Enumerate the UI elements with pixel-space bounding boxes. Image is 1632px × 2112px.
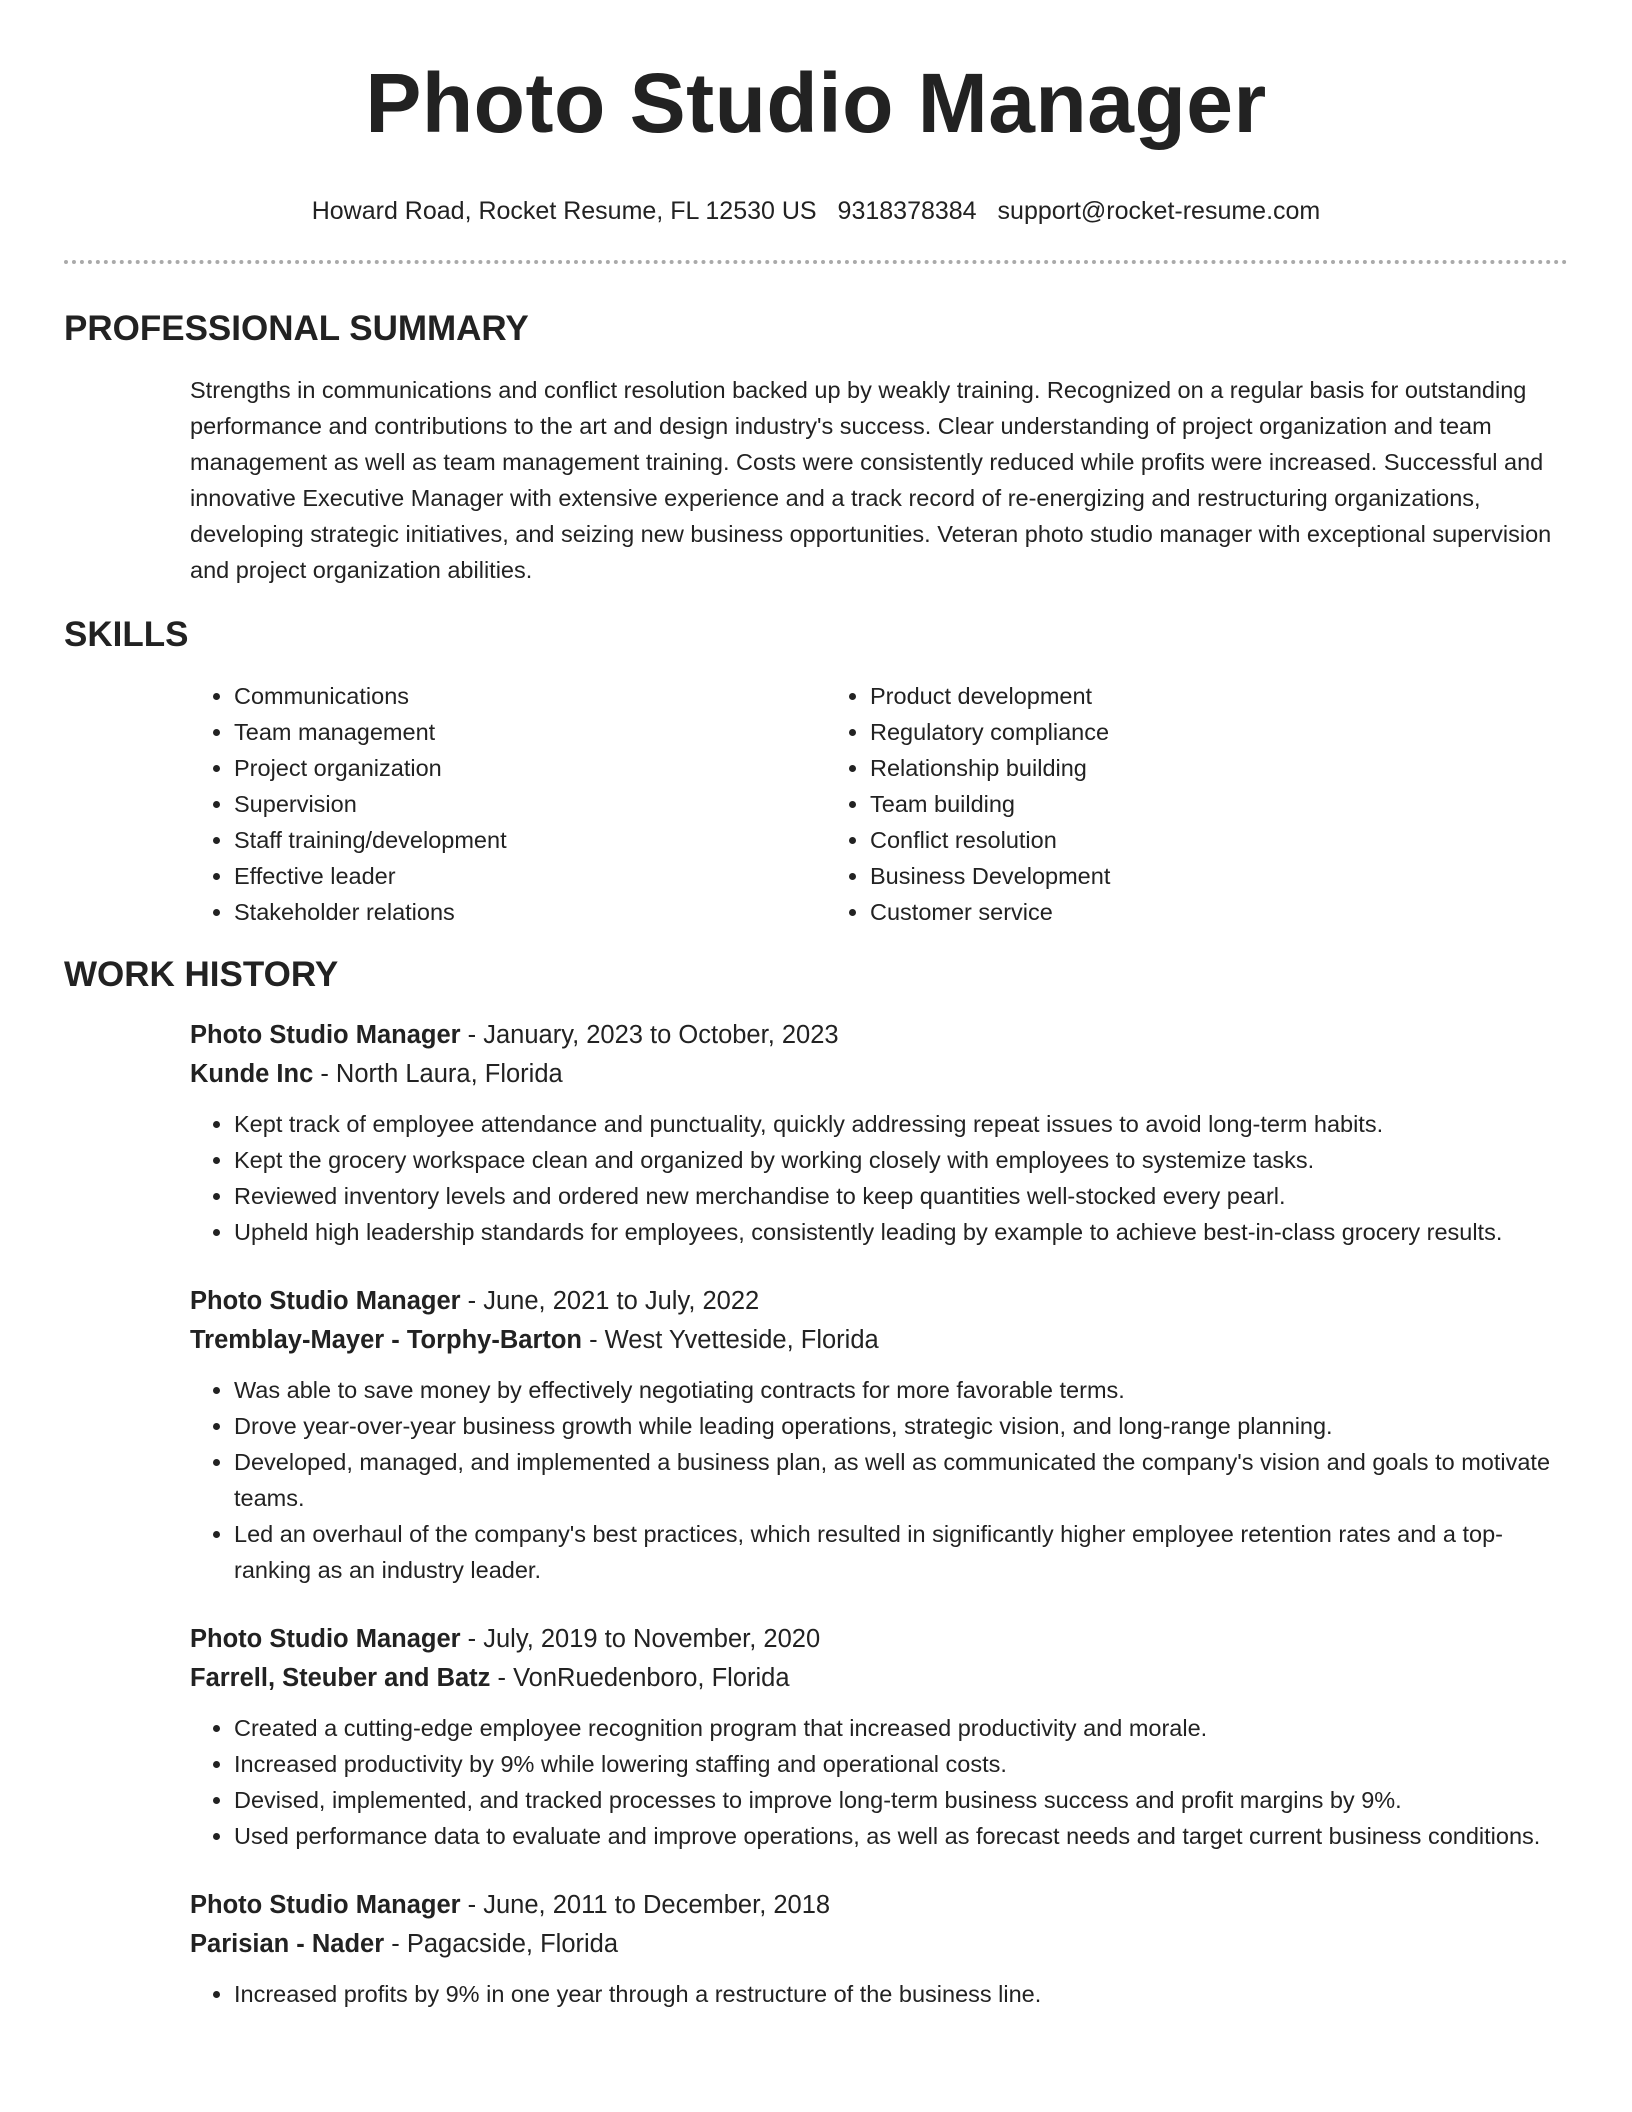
- contact-line: [64, 196, 1568, 226]
- job-bullet: • Used performance data to evaluate and improve operations, as well as forecast needs and target current business conditions.: [234, 1818, 1568, 1854]
- job-company-line: [190, 1321, 1568, 1360]
- skill-item: • Team building: [870, 786, 1462, 822]
- skill-item: • Supervision: [234, 786, 826, 822]
- job-dates: - July, 2019 to November, 2020: [460, 1625, 821, 1653]
- job-role: Photo Studio Manager: [190, 1891, 461, 1919]
- skill-item: • Business Development: [870, 858, 1462, 894]
- job-company: Parisian - Nader: [190, 1930, 385, 1958]
- job-bullet: • Drove year-over-year business growth while leading operations, strategic vision, and long-range planning.: [234, 1408, 1568, 1444]
- skill-item: • Team management: [234, 714, 826, 750]
- job-bullet: • Was able to save money by effectively negotiating contracts for more favorable terms.: [234, 1372, 1568, 1408]
- work-history-heading: WORK HISTORY: [64, 955, 339, 994]
- job-location: - Pagacside, Florida: [384, 1930, 619, 1958]
- job-role: Photo Studio Manager: [190, 1021, 461, 1049]
- job-role-line: [190, 1886, 1568, 1925]
- job-entry: [190, 1620, 1568, 1854]
- contact-email: support@rocket-resume.com: [997, 197, 1321, 225]
- job-bullet: • Upheld high leadership standards for employees, consistently leading by example to achieve best-in-class grocery results.: [234, 1214, 1568, 1250]
- job-company-line: [190, 1659, 1568, 1698]
- job-dates: - June, 2011 to December, 2018: [460, 1891, 831, 1919]
- job-company: Farrell, Steuber and Batz: [190, 1664, 491, 1692]
- job-dates: - June, 2021 to July, 2022: [460, 1287, 760, 1315]
- job-location: - West Yvetteside, Florida: [582, 1326, 879, 1354]
- skills-column-left: [190, 678, 826, 930]
- job-bullets: [190, 1976, 1568, 2012]
- job-role-line: [190, 1282, 1568, 1321]
- job-company-line: [190, 1925, 1568, 1964]
- job-company: Tremblay-Mayer - Torphy-Barton: [190, 1326, 583, 1354]
- skills-column-right: [826, 678, 1462, 930]
- skill-item: • Regulatory compliance: [870, 714, 1462, 750]
- skill-item: • Customer service: [870, 894, 1462, 930]
- job-bullet: • Led an overhaul of the company's best practices, which resulted in significantly higher employee retention rates and a top-ranking as an industry leader.: [234, 1516, 1568, 1588]
- job-company-line: [190, 1055, 1568, 1094]
- job-location: - North Laura, Florida: [313, 1060, 563, 1088]
- job-bullets: [190, 1106, 1568, 1250]
- skill-item: • Project organization: [234, 750, 826, 786]
- skills-heading: SKILLS: [64, 615, 189, 654]
- job-bullet: • Devised, implemented, and tracked processes to improve long-term business success and profit margins by 9%.: [234, 1782, 1568, 1818]
- summary-heading: PROFESSIONAL SUMMARY: [64, 309, 529, 348]
- job-bullet: • Increased profits by 9% in one year through a restructure of the business line.: [234, 1976, 1568, 2012]
- job-entry: [190, 1886, 1568, 2012]
- job-dates: - January, 2023 to October, 2023: [460, 1021, 839, 1049]
- job-bullet: • Kept track of employee attendance and punctuality, quickly addressing repeat issues to avoid long-term habits.: [234, 1106, 1568, 1142]
- job-bullets: [190, 1710, 1568, 1854]
- job-entry: [190, 1016, 1568, 1250]
- job-role-line: [190, 1620, 1568, 1659]
- job-entry: [190, 1282, 1568, 1588]
- skill-item: • Effective leader: [234, 858, 826, 894]
- job-bullet: • Kept the grocery workspace clean and organized by working closely with employees to systemize tasks.: [234, 1142, 1568, 1178]
- contact-address: Howard Road, Rocket Resume, FL 12530 US: [311, 197, 817, 225]
- job-company: Kunde Inc: [190, 1060, 314, 1088]
- skill-item: • Product development: [870, 678, 1462, 714]
- header-divider: [64, 260, 1568, 264]
- job-bullet: • Created a cutting-edge employee recognition program that increased productivity and morale.: [234, 1710, 1568, 1746]
- candidate-name: Photo Studio Manager: [365, 56, 1267, 150]
- skill-item: • Communications: [234, 678, 826, 714]
- job-bullet: • Developed, managed, and implemented a business plan, as well as communicated the company's vision and goals to motivate teams.: [234, 1444, 1568, 1516]
- skill-item: • Relationship building: [870, 750, 1462, 786]
- job-role-line: [190, 1016, 1568, 1055]
- skill-item: • Staff training/development: [234, 822, 826, 858]
- summary-text: Strengths in communications and conflict resolution backed up by weakly training. Recognized on a regular basis for outstanding performance and contributions to the art and design industry's success. Clear understanding of project organization and team management as well as team management training. Costs were consistently reduced while profits were increased. Successful and innovative Executive Manager with extensive experience and a track record of re-energizing and restructuring organizations, developing strategic initiatives, and seizing new business opportunities. Veteran photo studio manager with exceptional supervision and project organization abilities.: [190, 377, 1552, 583]
- job-role: Photo Studio Manager: [190, 1287, 461, 1315]
- job-location: - VonRuedenboro, Florida: [490, 1664, 790, 1692]
- contact-phone: 9318378384: [837, 197, 977, 225]
- job-role: Photo Studio Manager: [190, 1625, 461, 1653]
- job-bullet: • Reviewed inventory levels and ordered new merchandise to keep quantities well-stocked every pearl.: [234, 1178, 1568, 1214]
- job-bullet: • Increased productivity by 9% while lowering staffing and operational costs.: [234, 1746, 1568, 1782]
- skills-grid: [190, 678, 1568, 930]
- skill-item: • Stakeholder relations: [234, 894, 826, 930]
- resume-header: [64, 0, 1568, 226]
- skill-item: • Conflict resolution: [870, 822, 1462, 858]
- job-bullets: [190, 1372, 1568, 1588]
